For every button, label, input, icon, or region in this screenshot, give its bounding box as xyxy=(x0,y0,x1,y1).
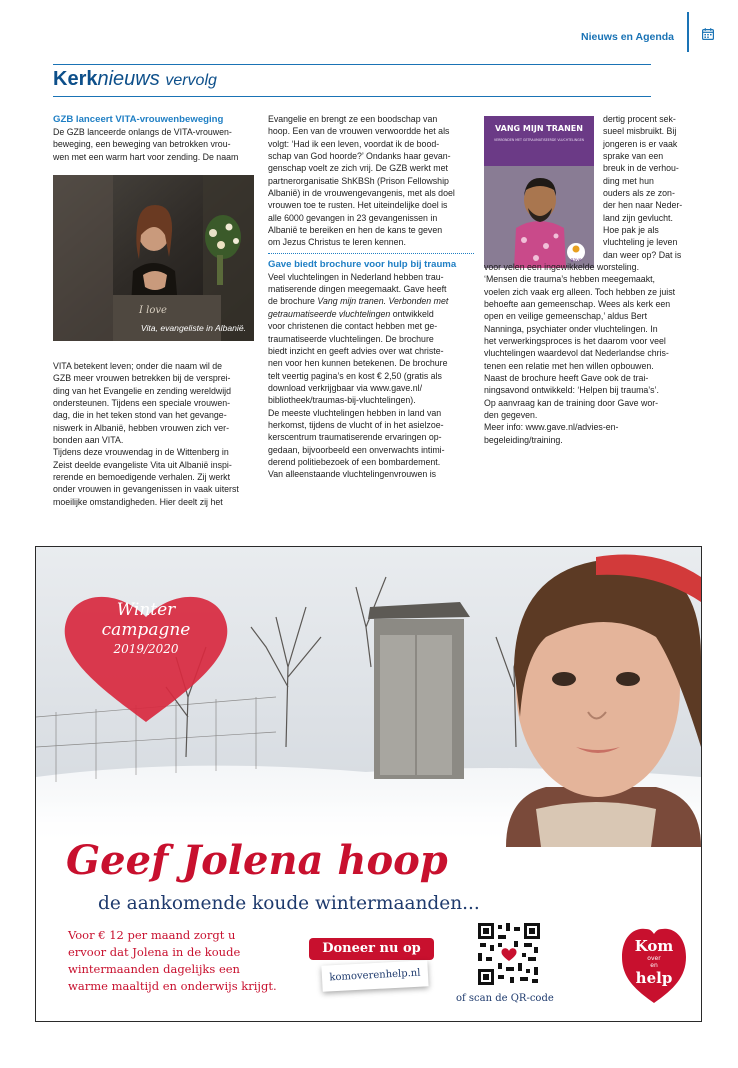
ad-body xyxy=(68,927,308,995)
paragraph-line: voelen zich vaak erg alleen. Toch hebben ze juist xyxy=(484,286,676,297)
paragraph-line: Zeist deelde evangeliste Vita uit Albanië inspi- xyxy=(53,459,232,470)
paragraph-line: ‘Mensen die trauma’s hebben meegemaakt, xyxy=(484,274,655,285)
paragraph-line: ouders als ze zon- xyxy=(603,188,675,199)
paragraph-line: moeilijke omstandigheden. Hier deelt zij het xyxy=(53,496,223,507)
ad-subtitle: de aankomende koude wintermaanden... xyxy=(98,893,480,914)
paragraph-line: hoop. Een van de vrouwen verwoordde het als xyxy=(268,126,450,137)
paragraph-line: sprake van een xyxy=(603,151,664,162)
advertisement[interactable] xyxy=(35,546,702,1022)
ad-photo xyxy=(36,547,701,847)
page-title xyxy=(53,68,217,91)
section-label: Nieuws en Agenda xyxy=(581,31,674,43)
brochure-title-1: Vang mijn tranen. Verbonden met xyxy=(317,296,449,307)
paragraph-line: dag, die in het teken stond van het gevange- xyxy=(53,410,227,421)
vita-photo xyxy=(53,175,254,341)
title-rule xyxy=(53,96,651,97)
paragraph-line: biedt inzicht en geeft advies over wat christe- xyxy=(268,345,444,356)
campaign-line1: Winter xyxy=(116,600,176,620)
paragraph-line: dertig procent sek- xyxy=(603,114,676,124)
ad-title: Geef Jolena hoop xyxy=(66,837,448,884)
paragraph-line: alle 6000 gevangen in 23 gevangenissen in xyxy=(268,212,438,223)
article-separator xyxy=(268,253,474,254)
page-title-bold: Kerk xyxy=(53,68,98,90)
paragraph-line: Albanië) in de vrouwengevangenis, met als doel xyxy=(268,188,455,199)
article-column-1 xyxy=(53,113,256,163)
brochure-cover xyxy=(484,116,594,268)
paragraph-line: Nanninga, psychiater onder vluchtelingen. In xyxy=(484,323,658,334)
paragraph-line: open en veilige gemeenschap,’ aldus Bert xyxy=(484,311,648,322)
paragraph-line: voor velen een ingewikkelde worsteling. xyxy=(484,262,640,272)
paragraph-line: VITA betekent leven; onder die naam wil de xyxy=(53,361,223,371)
paragraph-line: onder vrouwen in gevangenissen in vaak uiterst xyxy=(53,484,239,495)
paragraph-line: Albanië te bereiken en hen de kans te geven xyxy=(268,225,443,236)
paragraph-line: Tijdens deze vrouwendag in de Wittenberg in xyxy=(53,447,229,458)
paragraph-line: telt veertig pagina’s en kost € 2,50 (gratis als xyxy=(268,370,442,381)
paragraph-line: rerende en bemoedigende verhalen. Zij werkt xyxy=(53,472,231,483)
paragraph-line: bonden aan VITA. xyxy=(53,435,124,446)
cover-title: VANG MIJN TRANEN xyxy=(495,124,583,133)
paragraph-line: schap van God hoorde?’ Ondanks haar gevan- xyxy=(268,151,451,162)
article-column-1b xyxy=(53,360,256,508)
paragraph-line: gedaan, bijvoorbeeld een onverwachts intimi- xyxy=(268,444,445,455)
paragraph-line: der hen naar Neder- xyxy=(603,200,683,211)
paragraph-line: vluchtelingen waardevol dat Nederlandse chris- xyxy=(484,348,669,359)
brochure-cover-image xyxy=(484,116,594,268)
article-column-3-narrow xyxy=(603,113,689,261)
qr-code[interactable] xyxy=(478,923,540,985)
brochure-post: ontwikkeld xyxy=(390,308,434,319)
paragraph-line: vluchteling je leven xyxy=(603,237,678,248)
gave-logo-text: gave xyxy=(570,258,582,263)
paragraph-line: beweging, een beweging van betrokken vrou- xyxy=(53,139,231,150)
paragraph-line: derend politiebezoek of een bombardement. xyxy=(268,456,441,467)
qr-caption: of scan de QR-code xyxy=(456,993,554,1004)
paragraph-line: den gegeven. xyxy=(484,410,538,421)
paragraph-line: bibliotheek/traumas-bij-vluchtelingen). xyxy=(268,395,416,406)
ad-body-line: warme maaltijd en onderwijs krijgt. xyxy=(68,979,277,993)
ad-body-line: ervoor dat Jolena in de koude xyxy=(68,945,241,959)
ad-body-line: wintermaanden dagelijks een xyxy=(68,962,240,976)
paragraph-line: traumatiseerde vluchtelingen. De brochure xyxy=(268,333,434,344)
paragraph-line: land zijn gevlucht. xyxy=(603,212,673,223)
paragraph-line: begeleiding/training. xyxy=(484,434,563,445)
article-heading-gave: Gave biedt brochure voor hulp bij trauma xyxy=(268,258,457,270)
paragraph-line xyxy=(268,295,474,307)
paragraph-line: ding van het Evangelie en zending wereldwijd xyxy=(53,385,232,396)
paragraph-line: Naast de brochure heeft Gave ook de trai- xyxy=(484,373,649,384)
paragraph-line: voor christenen die contact hebben met ge- xyxy=(268,321,438,332)
vita-photo-image xyxy=(53,175,254,341)
paragraph-line: wen met een warm hart voor zending. De naam xyxy=(53,151,239,162)
logo-en: en xyxy=(650,962,658,969)
paragraph-line: breuk in de verhou- xyxy=(603,163,679,174)
paragraph-line: tenen een relatie met hen willen opbouwen. xyxy=(484,360,654,371)
paragraph-line: Hoe pak je als xyxy=(603,225,659,236)
brochure-title-2: getraumatiseerde vluchtelingen xyxy=(268,308,391,319)
vita-sign-text: I love xyxy=(139,305,167,316)
paragraph-line: Op aanvraag kan de training door Gave wor- xyxy=(484,397,659,408)
paragraph-line: het verwerkingsproces is het daarom voor veel xyxy=(484,336,666,347)
logo-kom: Kom xyxy=(634,937,674,955)
donate-url-link[interactable]: komoverenhelp.nl xyxy=(321,960,428,992)
campaign-years: 2019/2020 xyxy=(113,642,179,656)
paragraph-line xyxy=(268,308,474,320)
logo-over: over xyxy=(647,955,661,962)
paragraph-line: genschap voelt ze zich vrij. De GZB werkt met xyxy=(268,163,448,174)
paragraph-line: download verkrijgbaar via www.gave.nl/ xyxy=(268,382,423,393)
paragraph-line: ondersteunen. Tijdens een speciale vrouwen- xyxy=(53,398,231,409)
paragraph-line: kerscentrum traumatiserende ervaringen op- xyxy=(268,432,442,443)
paragraph-line: ningsavond ontwikkeld: ‘Helpen bij trauma’s’. xyxy=(484,385,659,396)
paragraph-line: De meeste vluchtelingen hebben in land van xyxy=(268,407,442,418)
article-heading-gzb: GZB lanceert VITA-vrouwenbeweging xyxy=(53,114,224,125)
calendar-icon xyxy=(702,28,714,40)
donate-button[interactable]: Doneer nu op xyxy=(309,938,434,960)
paragraph-line: partnerorganisatie ShKBSh (Prison Fellowship xyxy=(268,175,449,186)
top-rule xyxy=(53,64,651,65)
paragraph-line: behoefte aan gemeenschap. Wees als kerk een xyxy=(484,299,671,310)
paragraph-line: GZB meer vrouwen betrekken bij de versprei- xyxy=(53,373,231,384)
page-title-suffix: vervolg xyxy=(165,72,217,89)
cover-subtitle: VERBONDEN MET GETRAUMATISEERDE VLUCHTELINGEN xyxy=(493,138,585,142)
paragraph-line: sueel misbruikt. Bij xyxy=(603,126,677,137)
article-column-3-full xyxy=(484,261,690,446)
article-column-2 xyxy=(268,113,474,481)
paragraph-line: matiserende dingen meegemaakt. Gave heeft xyxy=(268,284,447,295)
paragraph-line: Meer info: www.gave.nl/advies-en- xyxy=(484,422,619,433)
paragraph-line: De GZB lanceerde onlangs de VITA-vrouwen- xyxy=(53,127,232,137)
paragraph-line: vrouwen toe te rusten. Het uiteindelijke doel is xyxy=(268,200,448,211)
campaign-line2: campagne xyxy=(101,620,191,640)
paragraph-line: Van alleenstaande vluchtelingenvrouwen is xyxy=(268,469,437,480)
ad-body-line: Voor € 12 per maand zorgt u xyxy=(68,928,236,942)
paragraph-line: Veel vluchtelingen in Nederland hebben trau- xyxy=(268,271,444,282)
paragraph-line: nen voor hen kunnen betekenen. De brochure xyxy=(268,358,448,369)
page-title-italic: nieuws xyxy=(97,68,160,90)
paragraph-line: volgt: ‘Had ik een leven, voordat ik de bood- xyxy=(268,138,440,149)
paragraph-line: niswerk in Albanië, hebben vrouwen zich ver- xyxy=(53,422,230,433)
paragraph-line: dan weer op? Dat is xyxy=(603,249,682,260)
logo-help: help xyxy=(635,969,673,987)
paragraph-line: Evangelie en brengt ze een boodschap van xyxy=(268,114,438,124)
brochure-pre: de brochure xyxy=(268,296,318,307)
paragraph-line: ding met hun xyxy=(603,175,654,186)
paragraph-line: herkomst, tijdens de vlucht of in het asielzoe- xyxy=(268,419,444,430)
vita-photo-caption: Vita, evangeliste in Albanië. xyxy=(140,323,246,333)
kom-over-en-help-logo xyxy=(620,923,688,1005)
paragraph-line: om Jezus Christus te leren kennen. xyxy=(268,237,406,248)
paragraph-line: jongeren is er vaak xyxy=(603,138,678,149)
section-divider xyxy=(687,12,689,52)
